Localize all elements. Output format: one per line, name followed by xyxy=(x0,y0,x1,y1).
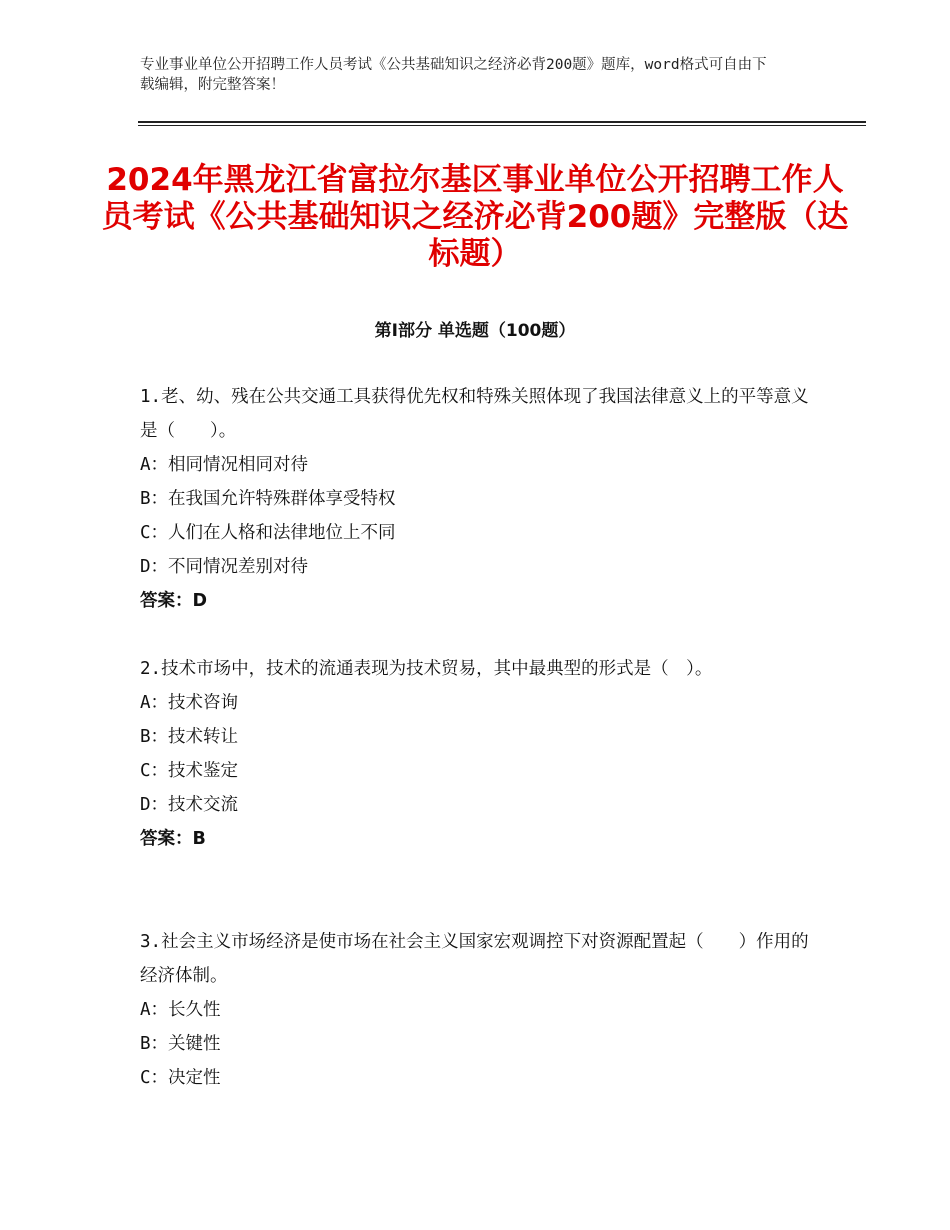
option-d: D：不同情况差别对待 xyxy=(140,557,309,577)
option-d: D：技术交流 xyxy=(140,795,239,815)
option-c: C：决定性 xyxy=(140,1068,221,1088)
section-heading: 第Ⅰ部分 单选题（100题） xyxy=(374,321,576,341)
option-a: A：相同情况相同对待 xyxy=(140,455,309,475)
option-b: B：关键性 xyxy=(140,1034,221,1054)
option-c: C：技术鉴定 xyxy=(140,761,239,781)
option-b: B：在我国允许特殊群体享受特权 xyxy=(140,489,396,509)
question-stem: 3.社会主义市场经济是使市场在社会主义国家宏观调控下对资源配置起（ ）作用的经济体制。 xyxy=(140,932,809,986)
divider-thick xyxy=(138,121,866,123)
divider-thin xyxy=(138,125,866,126)
question-stem: 1.老、幼、残在公共交通工具获得优先权和特殊关照体现了我国法律意义上的平等意义是（ ）。 xyxy=(140,387,809,441)
option-a: A：长久性 xyxy=(140,1000,221,1020)
answer: 答案：D xyxy=(140,591,208,611)
question-2 xyxy=(140,652,810,856)
option-c: C：人们在人格和法律地位上不同 xyxy=(140,523,396,543)
option-a: A：技术咨询 xyxy=(140,693,239,713)
header-note: 专业事业单位公开招聘工作人员考试《公共基础知识之经济必背200题》题库，word格式可自由下载编辑，附完整答案！ xyxy=(140,57,767,93)
option-b: B：技术转让 xyxy=(140,727,239,747)
question-3 xyxy=(140,925,810,1095)
question-stem: 2.技术市场中，技术的流通表现为技术贸易，其中最典型的形式是（ ）。 xyxy=(140,659,713,679)
page-title: 2024年黑龙江省富拉尔基区事业单位公开招聘工作人员考试《公共基础知识之经济必背200题》完整版（达标题） xyxy=(101,162,849,272)
answer: 答案：B xyxy=(140,829,206,849)
question-1 xyxy=(140,380,810,618)
